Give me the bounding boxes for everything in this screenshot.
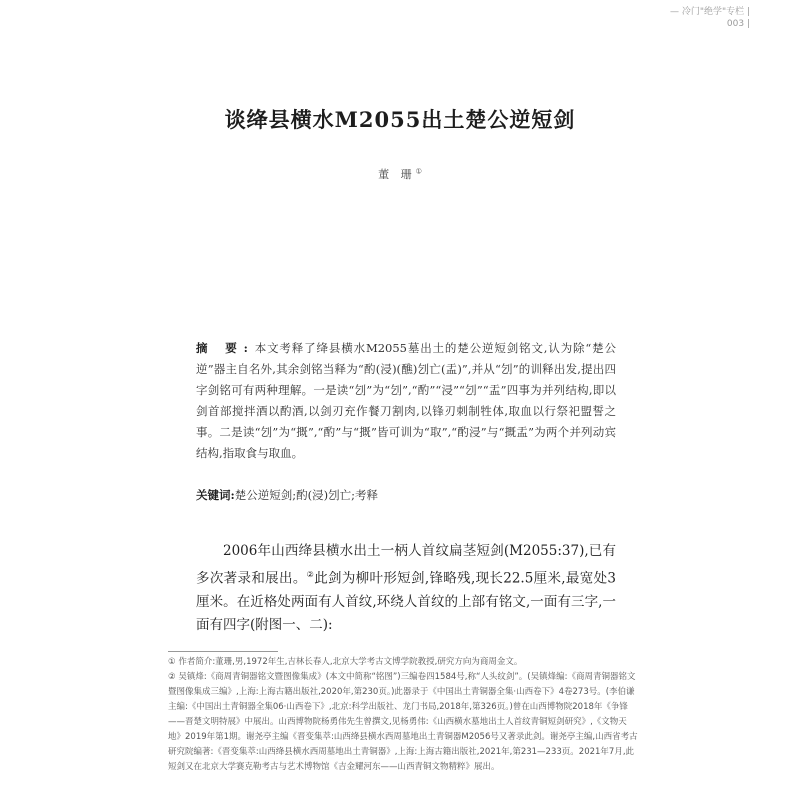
abstract-text: 本文考释了绛县横水M2055墓出土的楚公逆短剑铭文,认为除“楚公逆”器主自名外,其余剑铭当释为“酌(浸)(醮)刉亡(盂)”,并从“刉”的训释出发,提出四字剑铭可有两种理解。一是读“刉”为“刉”,“酌”“浸”“刉”“盂”四事为并列结构,即以剑首部搅拌酒以酌酒,以剑刃充作餐刀割肉,以锋刃刺制牲体,取血以行祭祀盟誓之事。二是读“刉”为“摡”,“酌”与“摡”皆可训为“取”,“酌浸”与“摡盂”为两个并列动宾结构,指取食与取血。 [196,341,617,460]
article-title: 谈绛县横水M2055出土楚公逆短剑 [224,107,576,132]
running-header [670,6,750,30]
keywords-text: 楚公逆短剑;酌(浸)刉亡;考释 [234,488,378,502]
keywords-label: 关键词: [196,488,235,502]
journal-section-label: — 冷门"绝学"专栏 | [669,7,750,17]
author-line [0,166,800,182]
body-paragraph [196,540,616,637]
body-text-part2: 此剑为柳叶形短剑,锋略残,现长22.5厘米,最宽处3厘米。在近格处两面有人首纹,环绕人首纹的上部有铭文,一面有三字,一面有四字(附图一、二): [196,570,617,633]
author-name: 董 珊 [378,168,416,181]
footnote-1: ① 作者简介:董珊,男,1972年生,吉林长春人,北京大学考古文博学院教授,研究方向为商周金文。 [168,657,523,667]
page-number: 003 | [726,19,750,29]
footnote-divider [168,651,278,652]
keywords [196,485,616,506]
abstract [196,338,616,464]
footnote-ref-2[interactable]: ② [306,570,315,579]
author-note-mark: ① [415,167,422,176]
footnotes [168,655,638,775]
footnote-2: ② 吴镇烽:《商周青铜器铭文暨图像集成》(本文中简称“铭图”)三编卷四1584号,称“人头纹剑”。(吴镇烽编:《商周青铜器铭文暨图像集成三编》,上海:上海古籍出版社,2020年,第230页。)此器录于《中国出土青铜器全集·山西卷下》4卷273号。(李伯谦主编:《中国出土青铜器全集06·山西卷下》,北京:科学出版社、龙门书局,2018年,第326页。)曾在山西博物院2018年《争锋——晋楚文明特展》中展出。山西博物院杨勇伟先生曾撰文,见杨勇伟:《山西横水墓地出土人首纹青铜短剑研究》,《文物天地》2019年第1期。谢尧亭主编《晋变集萃:山西绛县横水西周墓地出土青铜器M2056号又著录此剑。谢尧亭主编,山西省考古研究院编著:《晋变集萃:山西绛县横水西周墓地出土青铜器》,上海:上海古籍出版社,2021年,第231—233页。2021年7月,此短剑又在北京大学赛克勒考古与艺术博物馆《吉金耀河东——山西青铜文物精粹》展出。 [168,672,638,772]
abstract-label: 摘 要: [196,341,254,355]
body-text-part1: 2006年山西绛县横水出土一柄人首纹扁茎短剑(M2055:37),已有多次著录和展出。 [196,543,616,587]
